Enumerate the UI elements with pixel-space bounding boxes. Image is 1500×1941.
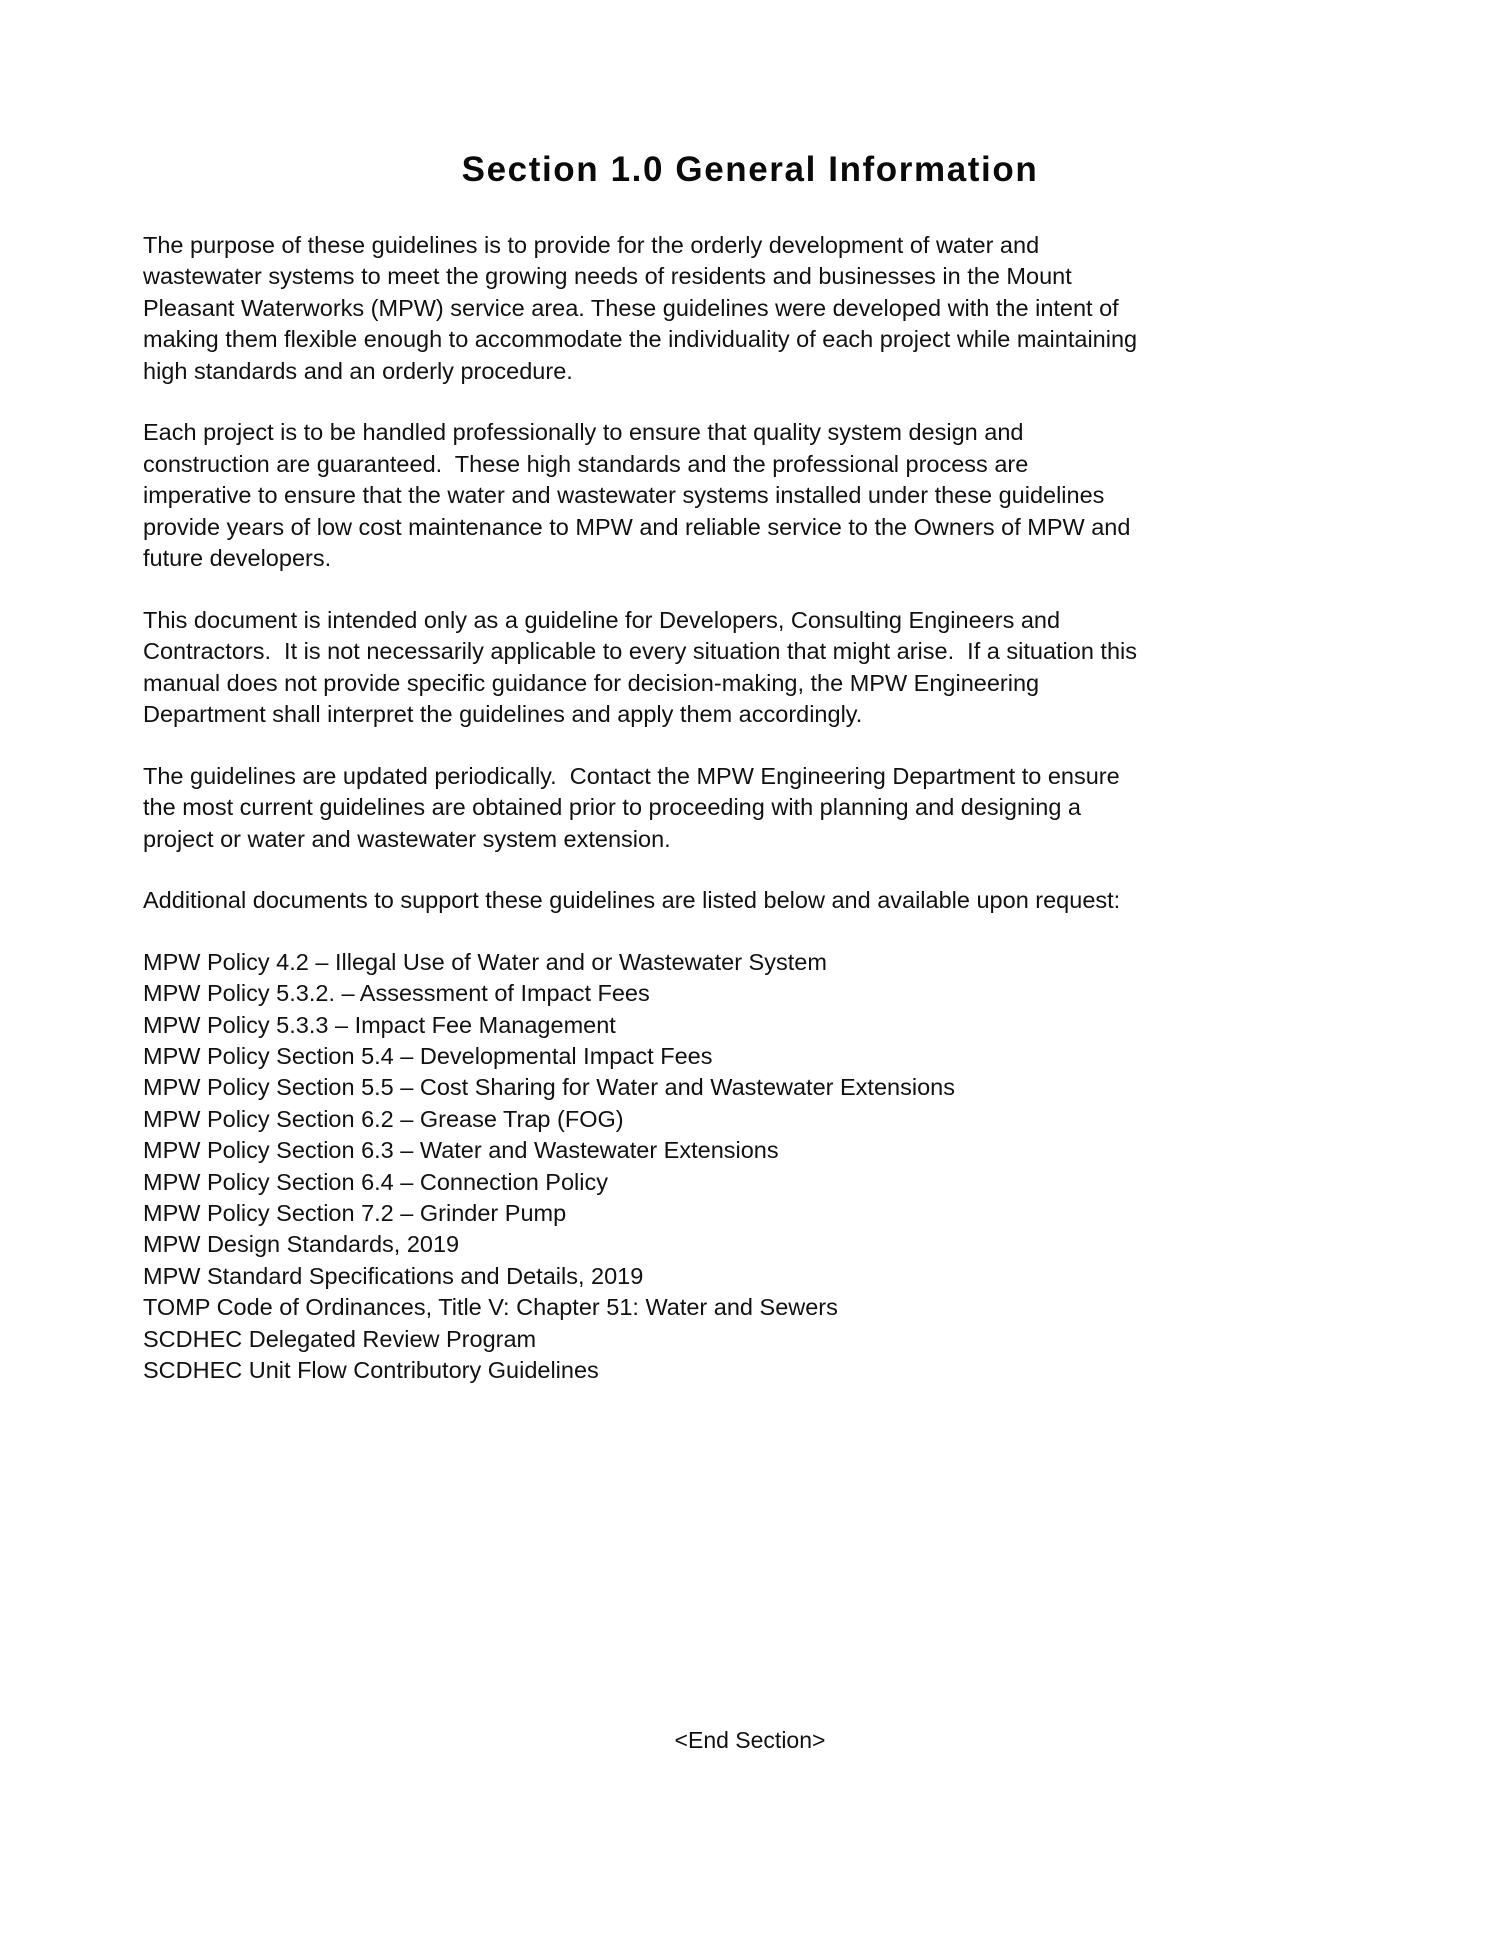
list-item: MPW Policy Section 5.5 – Cost Sharing for Water and Wastewater Extensions [143, 1074, 955, 1101]
list-item: MPW Policy 5.3.2. – Assessment of Impact Fees [143, 980, 650, 1007]
list-item: MPW Policy Section 6.3 – Water and Wastewater Extensions [143, 1137, 779, 1164]
list-item: MPW Standard Specifications and Details, 2019 [143, 1262, 644, 1289]
list-item: MPW Policy Section 6.2 – Grease Trap (FOG) [143, 1105, 624, 1132]
end-section-marker: <End Section> [674, 1727, 826, 1753]
list-item: MPW Policy 5.3.3 – Impact Fee Management [143, 1011, 616, 1038]
document-body [143, 0, 1357, 1386]
list-item: MPW Policy Section 7.2 – Grinder Pump [143, 1200, 567, 1226]
list-item: TOMP Code of Ordinances, Title V: Chapter 51: Water and Sewers [143, 1294, 838, 1321]
paragraph-additional-documents-intro: Additional documents to support these guidelines are listed below and available upon request: [143, 887, 1121, 914]
list-item: MPW Policy Section 5.4 – Developmental Impact Fees [143, 1042, 713, 1069]
list-item: MPW Policy Section 6.4 – Connection Policy [143, 1168, 608, 1195]
paragraph-professional-handling: Each project is to be handled professionally to ensure that quality system design and construction are guaranteed. These high standards and the professional process are imperative to ensure that the water and wastewater systems installed under these guidelines provide years of low cost maintenance to MPW and reliable service to the Owners of MPW and future developers. [143, 419, 1137, 572]
list-item: MPW Policy 4.2 – Illegal Use of Water and or Wastewater System [143, 948, 827, 975]
supporting-documents-list [143, 947, 1357, 1387]
list-item: SCDHEC Delegated Review Program [143, 1325, 537, 1352]
list-item: MPW Design Standards, 2019 [143, 1231, 460, 1258]
page-title: Section 1.0 General Information [461, 150, 1039, 189]
paragraph-updates: The guidelines are updated periodically. Contact the MPW Engineering Department to ensure the most current guidelines are obtained prior to proceeding with planning and designing a project or water and wastewater system extension. [143, 762, 1127, 852]
paragraph-purpose: The purpose of these guidelines is to provide for the orderly development of water and wastewater systems to meet the growing needs of residents and businesses in the Mount Pleasant Waterworks (MPW) service area. These guidelines were developed with the intent of making them flexible enough to accommodate the individuality of each project while maintaining high standards and an orderly procedure. [143, 231, 1144, 384]
list-item: SCDHEC Unit Flow Contributory Guidelines [143, 1357, 599, 1384]
paragraph-guideline-scope: This document is intended only as a guideline for Developers, Consulting Engineers and Contractors. It is not necessarily applicable to every situation that might arise. If a situation this manual does not provide specific guidance for decision-making, the MPW Engineering Department shall interpret the guidelines and apply them accordingly. [143, 606, 1144, 728]
